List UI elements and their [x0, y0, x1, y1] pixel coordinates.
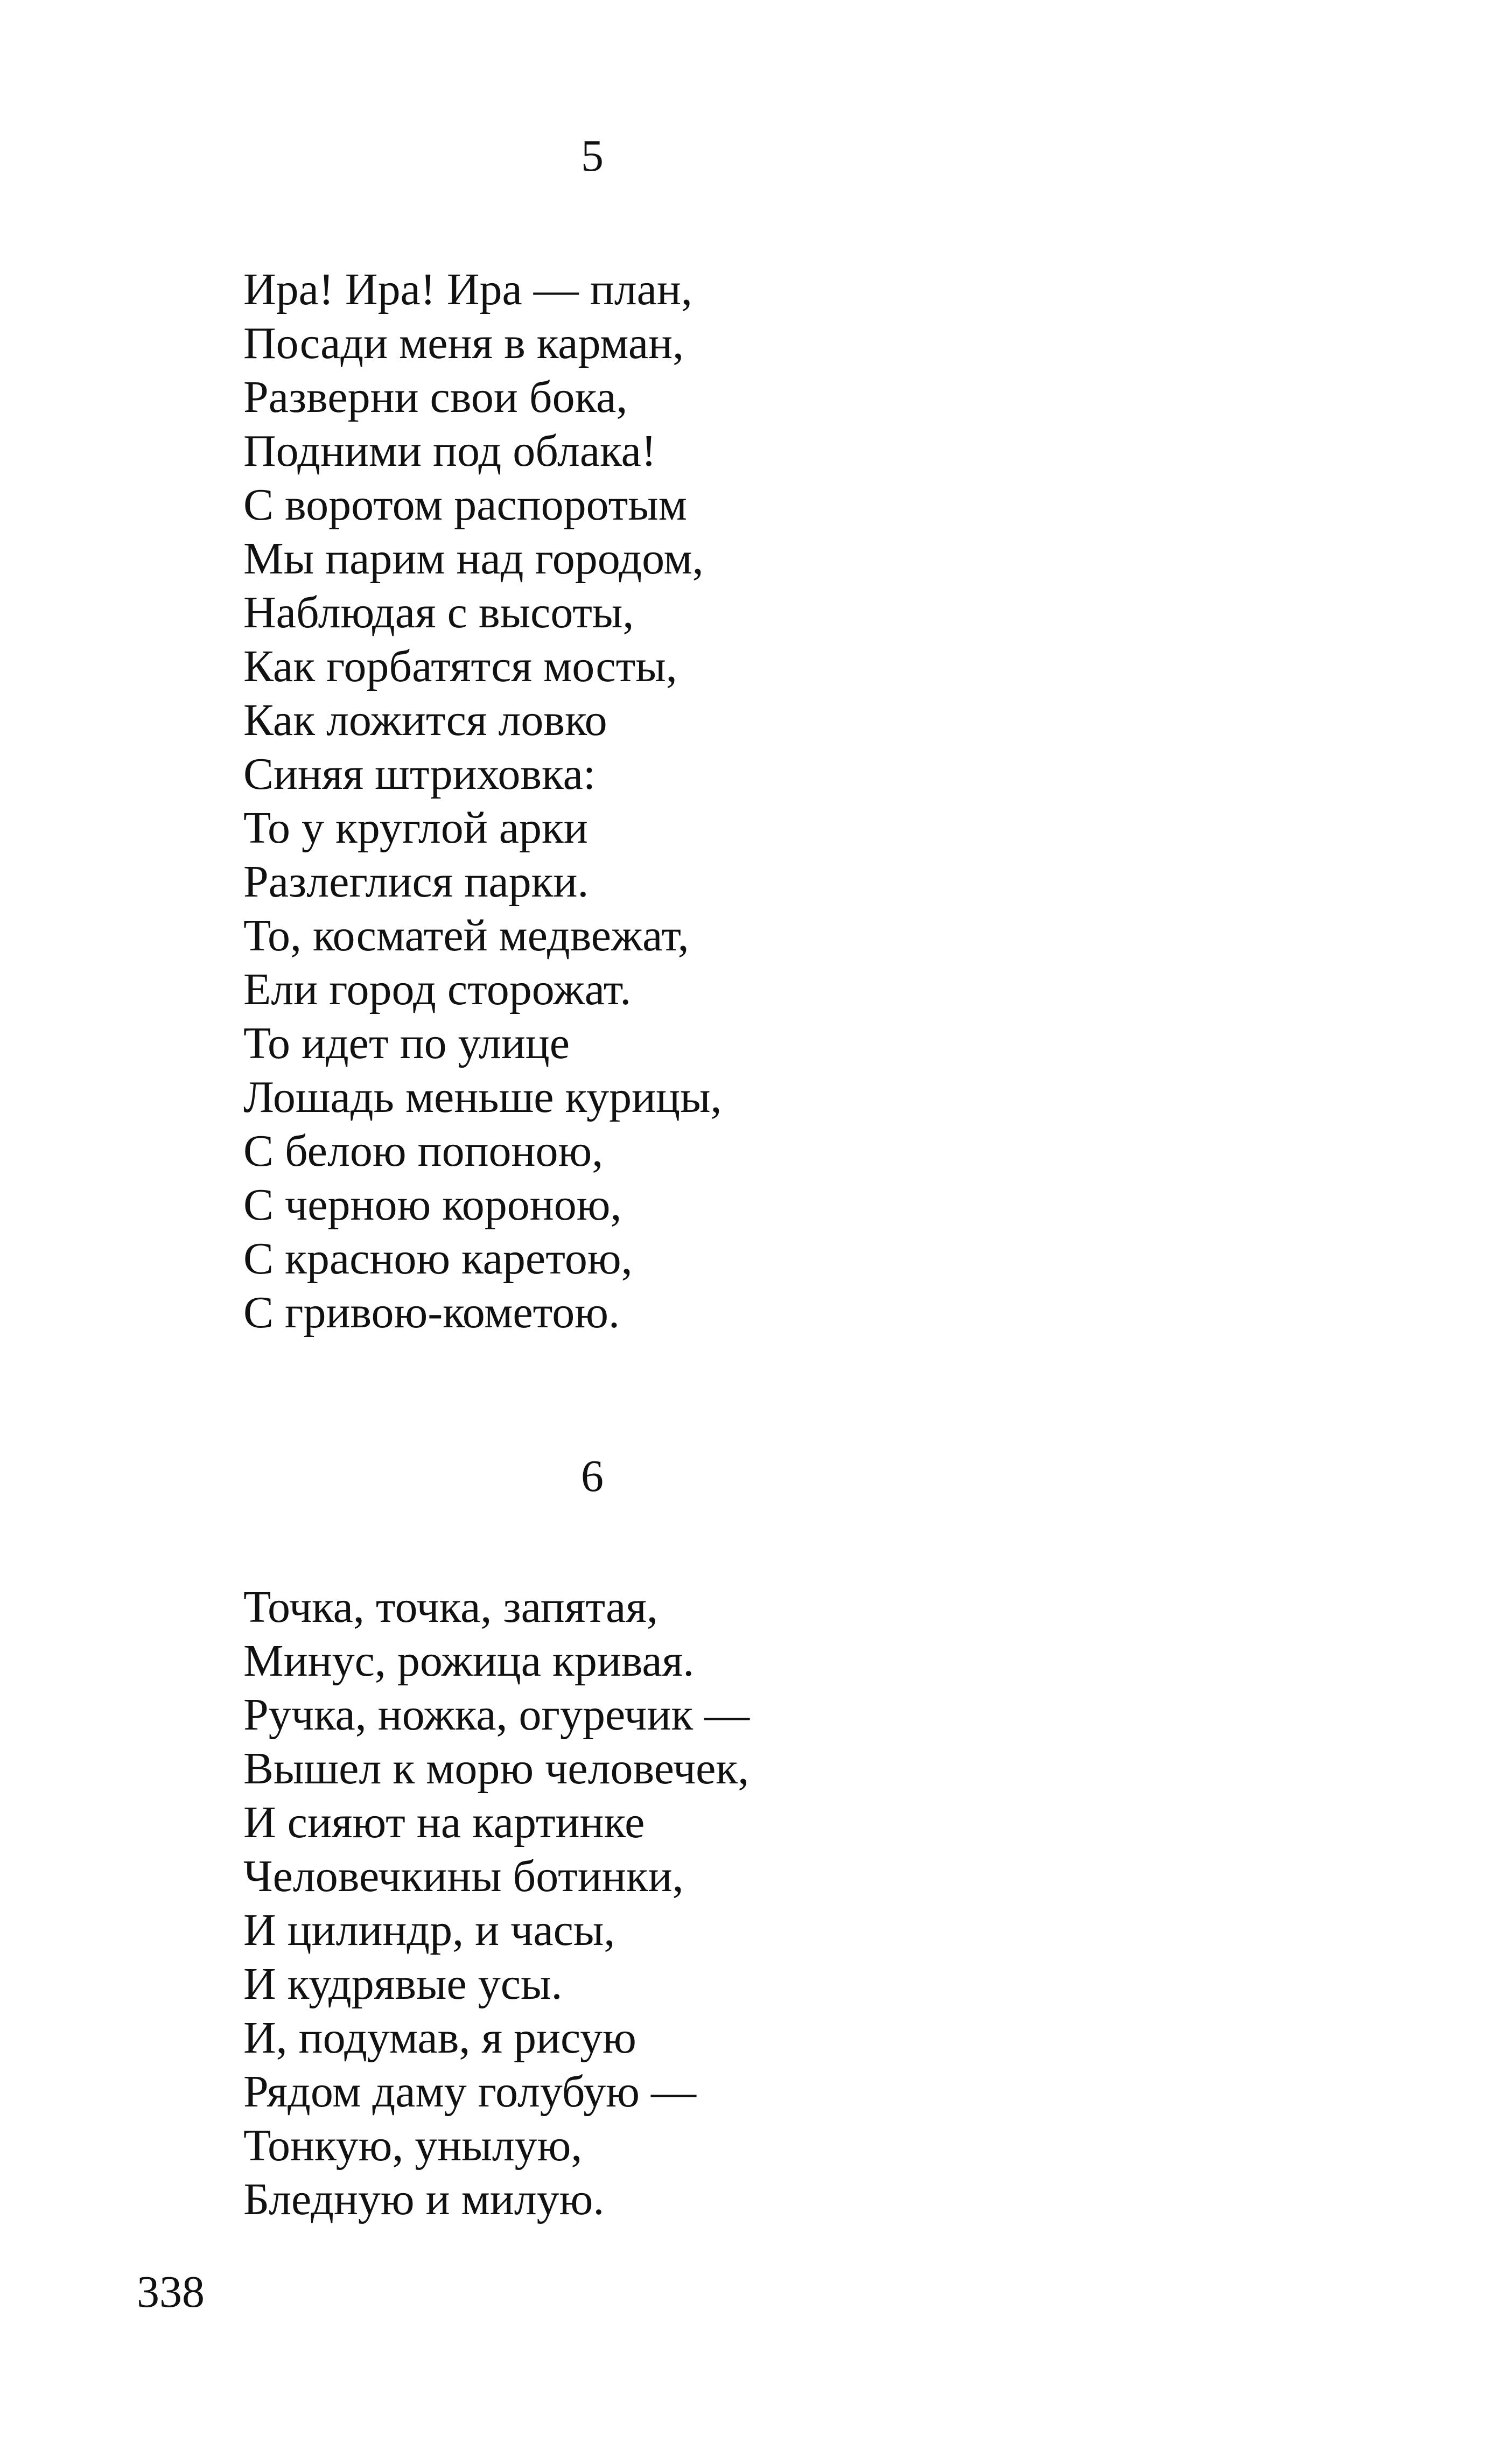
- verse-line: Мы парим над городом,: [243, 534, 704, 584]
- verse-line: Как горбатятся мосты,: [243, 641, 677, 691]
- poem-number: 6: [581, 1451, 604, 1501]
- verse-line: То, косматей медвежат,: [243, 911, 689, 961]
- verse-line: То у круглой арки: [243, 803, 588, 853]
- verse-line: Вышел к морю человечек,: [243, 1744, 750, 1794]
- verse-line: Точка, точка, запятая,: [243, 1582, 658, 1632]
- verse-line: Лошадь меньше курицы,: [243, 1072, 722, 1122]
- verse-line: С воротом распоротым: [243, 480, 687, 530]
- verse-line: И кудрявые усы.: [243, 1959, 563, 2009]
- verse-line: Минус, рожица кривая.: [243, 1636, 695, 1686]
- verse-line: То идет по улице: [243, 1018, 570, 1068]
- verse-line: Человечкины ботинки,: [243, 1851, 684, 1901]
- verse-line: С гривою-кометою.: [243, 1287, 620, 1338]
- verse-line: Бледную и милую.: [243, 2174, 605, 2224]
- verse-line: Ели город сторожат.: [243, 964, 632, 1014]
- verse-line: Посади меня в карман,: [243, 318, 684, 368]
- verse-line: Тонкую, унылую,: [243, 2120, 583, 2171]
- verse-line: И, подумав, я рисую: [243, 2013, 636, 2063]
- poem-5-text: [243, 263, 722, 1340]
- verse-line: Ира! Ира! Ира — план,: [243, 264, 692, 314]
- poem-number: 5: [581, 131, 604, 181]
- verse-line: С черною короною,: [243, 1180, 622, 1230]
- verse-line: Рядом даму голубую —: [243, 2067, 696, 2117]
- verse-line: И сияют на картинке: [243, 1797, 645, 1847]
- poem-6-text: [243, 1580, 750, 2227]
- verse-line: Ручка, ножка, огуречик —: [243, 1690, 750, 1740]
- verse-line: Разверни свои бока,: [243, 372, 628, 422]
- verse-line: Как ложится ловко: [243, 695, 607, 745]
- verse-line: Подними под облака!: [243, 426, 656, 476]
- verse-line: Синяя штриховка:: [243, 749, 596, 799]
- page-number: 338: [137, 2267, 205, 2317]
- verse-line: С красною каретою,: [243, 1234, 633, 1284]
- verse-line: Наблюдая с высоты,: [243, 587, 634, 638]
- verse-line: Разлеглися парки.: [243, 857, 589, 907]
- verse-line: С белою попоною,: [243, 1126, 604, 1176]
- verse-line: И цилиндр, и часы,: [243, 1905, 615, 1955]
